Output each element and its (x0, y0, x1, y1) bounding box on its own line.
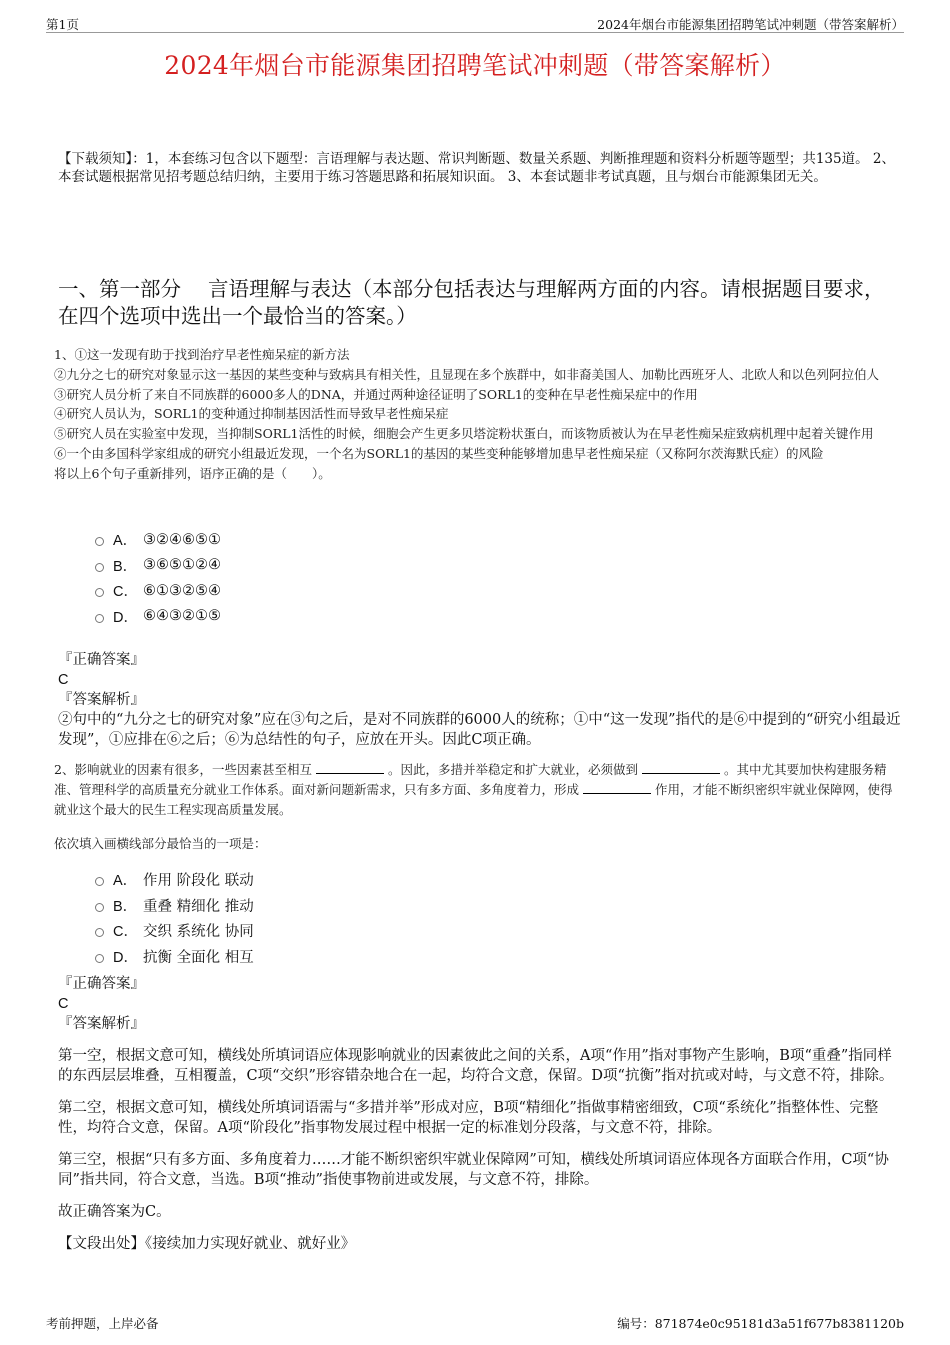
q1-option-c[interactable]: C． ⑥①③②⑤④ (95, 578, 221, 604)
fill-blank (583, 782, 651, 794)
q2-option-c[interactable]: C． 交织 系统化 协同 (95, 918, 254, 944)
footer-slogan: 考前押题，上岸必备 (46, 1316, 159, 1331)
q1-line: 将以上6个句子重新排列，语序正确的是（ ）。 (54, 465, 331, 481)
header-doc-title: 2024年烟台市能源集团招聘笔试冲刺题（带答案解析） (597, 17, 904, 32)
q1-line: 1、①这一发现有助于找到治疗早老性痴呆症的新方法 (54, 347, 350, 362)
q1-line: ⑤研究人员在实验室中发现，当抑制SORL1活性的时候，细胞会产生更多贝塔淀粉状蛋白，而该物质被认为在早老性痴呆症致病机理中起着关键作用 (54, 426, 874, 442)
q2-option-d[interactable]: D． 抗衡 全面化 相互 (95, 944, 254, 970)
source-citation: 【文段出处】《接续加力实现好就业、就好业》 (58, 1236, 356, 1252)
fill-blank (642, 762, 720, 774)
document-title: 2024年烟台市能源集团招聘笔试冲刺题（带答案解析） (164, 51, 786, 80)
analysis-label: 『答案解析』 (58, 1016, 145, 1032)
page-header (46, 14, 904, 33)
question-2-prompt: 依次填入画横线部分最恰当的一项是： (54, 836, 267, 851)
page-number: 第1页 (46, 17, 79, 32)
answer-label: 『正确答案』 (58, 976, 145, 992)
section-heading: 一、第一部分 言语理解与表达（本部分包括表达与理解两方面的内容。请根据题目要求，在四个选项中选出一个最恰当的答案。） (58, 277, 885, 328)
radio-icon[interactable] (95, 903, 104, 912)
q2-option-b[interactable]: B． 重叠 精细化 推动 (95, 893, 254, 919)
question-2-stem: 2、影响就业的因素有很多，一些因素甚至相互 。因此，多措并举稳定和扩大就业，必须做到 。其中尤其要加快构建服务精准、管理科学的高质量充分就业工作体系。面对新问题新需求，只有多方面、多角度着力，形成 作用，才能不断织密织牢就业保障网，使得就业这个最大的民生工程实现高质量发展。 (54, 762, 893, 817)
q2-option-a[interactable]: A． 作用 阶段化 联动 (95, 867, 254, 893)
question-2-options (95, 867, 254, 969)
footer-serial: 编号：871874e0c95181d3a51f677b8381120b (617, 1316, 904, 1331)
q1-line: ②九分之七的研究对象显示这一基因的某些变种与致病具有相关性，且显现在多个族群中，如非裔美国人、加勒比西班牙人、北欧人和以色列阿拉伯人 (54, 366, 880, 382)
q1-option-b[interactable]: B． ③⑥⑤①②④ (95, 553, 221, 579)
radio-icon[interactable] (95, 537, 104, 546)
analysis-label: 『答案解析』 (58, 692, 145, 708)
question-2-answer-block (58, 974, 903, 1266)
question-1-stem (54, 345, 899, 484)
answer-label: 『正确答案』 (58, 652, 145, 668)
analysis-paragraph: 第三空，根据“只有多方面、多角度着力……才能不断织密织牢就业保障网”可知，横线处所填词语应体现各方面联合作用，C项“协同”指共同，符合文意，当选。B项“推动”指使事物前进或发展，与文意不符，排除。 (58, 1152, 889, 1188)
analysis-conclusion: 故正确答案为C。 (58, 1204, 171, 1220)
q1-line: ③研究人员分析了来自不同族群的6000多人的DNA，并通过两种途径证明了SORL1的变种在早老性痴呆症中的作用 (54, 386, 698, 402)
radio-icon[interactable] (95, 563, 104, 572)
question-1-options (95, 527, 221, 629)
radio-icon[interactable] (95, 954, 104, 963)
q1-line: ⑥一个由多国科学家组成的研究小组最近发现，一个名为SORL1的基因的某些变种能够增加患早老性痴呆症（又称阿尔茨海默氏症）的风险 (54, 445, 824, 461)
download-notice: 【下载须知】：1，本套练习包含以下题型：言语理解与表达题、常识判断题、数量关系题、判断推理题和资料分析题等题型；共135道。 2、本套试题根据常见招考题总结归纳，主要用于练习答题思路和拓展知识面。 3、本套试题非考试真题，且与烟台市能源集团无关。 (58, 151, 895, 185)
analysis-paragraph: 第一空，根据文意可知，横线处所填词语应体现影响就业的因素彼此之间的关系，A项“作用”指对事物产生影响，B项“重叠”指同样的东西层层堆叠，互相覆盖，C项“交织”形容错杂地合在一起，均符合文意，保留。D项“抗衡”指对抗或对峙，与文意不符，排除。 (58, 1048, 894, 1084)
radio-icon[interactable] (95, 928, 104, 937)
question-1-answer-block (58, 650, 903, 750)
radio-icon[interactable] (95, 877, 104, 886)
radio-icon[interactable] (95, 588, 104, 597)
q1-option-d[interactable]: D． ⑥④③②①⑤ (95, 604, 221, 630)
analysis-text: ②句中的“九分之七的研究对象”应在③句之后，是对不同族群的6000人的统称；①中“这一发现”指代的是⑥中提到的“研究小组最近发现”，①应排在⑥之后；⑥为总结性的句子，应放在开头。因此C项正确。 (58, 712, 901, 748)
answer-value: C (58, 672, 69, 688)
q1-line: ④研究人员认为，SORL1的变种通过抑制基因活性而导致早老性痴呆症 (54, 406, 449, 422)
answer-value: C (58, 996, 69, 1012)
radio-icon[interactable] (95, 614, 104, 623)
fill-blank (316, 762, 384, 774)
q1-option-a[interactable]: A． ③②④⑥⑤① (95, 527, 221, 553)
analysis-paragraph: 第二空，根据文意可知，横线处所填词语需与“多措并举”形成对应，B项“精细化”指做事精密细致，C项“系统化”指整体性、完整性，均符合文意，保留。A项“阶段化”指事物发展过程中根据一定的标准划分段落，与文意不符，排除。 (58, 1100, 879, 1136)
